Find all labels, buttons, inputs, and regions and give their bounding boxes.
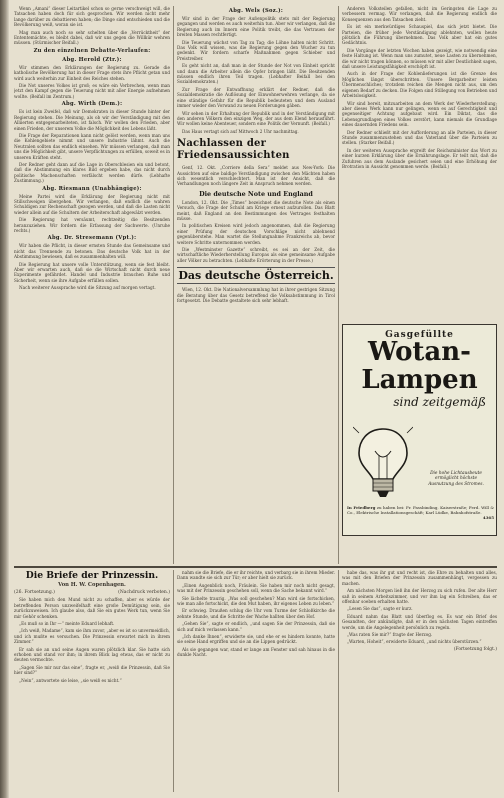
feuilleton-divider	[14, 566, 497, 568]
feuilleton-section	[14, 570, 497, 792]
paragraph: „Was raten Sie mir?“ fragte der Herzog.	[347, 632, 433, 638]
feuilleton-byline: Von H. W. Copenhagen.	[58, 582, 126, 588]
headline-peace-prospects: Nachlassen der Friedensaussichten	[177, 138, 290, 162]
paragraph: Der Redner schließt mit der Aufforderung an alle Parteien, in dieser Stunde zusammenzustehen und das Vaterland über die Parteien zu stellen. (Starker Beifall.)	[342, 129, 497, 146]
paragraph: In der weiteren Aussprache ergreift der Reichsminister das Wort zu einer kurzen Erklärung über die Ernährungslage. Er teilt mit, daß die Zufuhren aus dem Auslande gesichert seien und eine Erhöhung der Brotration in Aussicht genommen werde. (Beifall.)	[342, 147, 497, 169]
paragraph: Wir sehen in der Erhaltung der Republik und in der Verständigung mit den anderen Völkern den einzigen Weg, der aus dem Elend herausführt. Wir wollen keine Abenteuer, sondern eine Politik der Vernunft. (Beifall.)	[177, 110, 335, 127]
speaker-heading: Abg. Dr. Stresemann (Vpt.):	[47, 235, 137, 242]
paragraph: Die Regierung hat unsere volle Unterstützung, wenn sie fest bleibt. Aber wir erwarten auch, daß sie die Wirtschaft nicht durch neue Experimente gefährdet. Handel und Industrie brauchen Ruhe und Sicherheit, wenn sie ihre Aufgabe erfüllen sollen.	[14, 261, 170, 283]
paragraph: Er sah sie an und seine Augen waren plötzlich klar. Sie hatte sich erhoben und stand vor ihm; in ihrem Blick lag etwas, das er nicht zu deuten vermochte.	[14, 646, 170, 663]
paragraph: Die Vorgänge der letzten Wochen haben gezeigt, wie notwendig eine feste Haltung ist. Wenn man uns zumutet, neue Lasten zu übernehmen, die wir nicht tragen können, so müssen wir mit aller Deutlichkeit sagen, daß unsere Leistungsfähigkeit erschöpft ist.	[342, 47, 497, 70]
paragraph: Er schwieg. Draußen schlug die Uhr vom Turme der Schloßkirche die zehnte Stunde, und die Schritte der Wache hallten über den Hof.	[177, 608, 335, 619]
ad-footer-label: In Friedberg	[347, 505, 376, 510]
paragraph: Zur Frage der Entwaffnung erklärt der Redner, daß die Sozialdemokratie die Auflösung der Einwohnerwehren verlange, da sie eine ständige Gefahr für die Republik bedeuteten und dem Ausland immer wieder den Vorwand zu neuen Forderungen gäben.	[177, 86, 335, 109]
paragraph: Wien, 12. Okt. Die Nationalversammlung hat in ihrer gestrigen Sitzung die Beratung über das Gesetz betreffend die Volksabstimmung in Tirol fortgesetzt. Die Debatte gestaltete sich sehr lebhaft.	[177, 287, 335, 304]
page-binding-shadow	[0, 0, 9, 798]
paragraph: Nach weiterer Aussprache wird die Sitzung auf morgen vertagt.	[19, 285, 156, 291]
headline-austria: Das deutsche Österreich.	[178, 269, 334, 283]
paragraph: Wir sind in der Frage der Außenpolitik stets mit der Regierung gegangen und werden es auch weiterhin tun. Aber wir verlangen, daß die Regierung auch im Innern eine Politik treibt, die das Vertrauen der breiten Massen rechtfertigt.	[177, 16, 335, 38]
paragraph: Der Redner geht dann auf die Lage in Oberschlesien ein und betont, daß die Abstimmung ein klares Bild ergeben habe, das nicht durch politische Machenschaften verfälscht werden dürfe. (Lebhafte Zustimmung.)	[14, 161, 170, 184]
ad-line-wotan: Wotan-	[368, 337, 471, 368]
paragraph: „Lesen Sie das“, sagte er kurz.	[347, 606, 413, 612]
paragraph: Wenn „Amani“ dieser Leitartikel schon so gerne verschweigt will, die Tatsachen haben doch für sich gesprochen. Wir werden nicht mehr lange darüber zu debattieren haben; die Dinge sind entschieden und die Bevölkerung weiß, woran sie ist.	[14, 6, 170, 28]
column-3-text	[342, 6, 497, 320]
column-2	[177, 6, 335, 564]
paragraph: London, 12. Okt. Die „Times“ bezeichnet die deutsche Note als einen Versuch, die Frage der Schuld am Kriege erneut aufzurollen. Das Blatt meint, daß England an den Bestimmungen des Vertrages festhalten müsse.	[177, 199, 335, 221]
paragraph: „Nein“, antwortete sie leise, „sie weiß es nicht.“	[19, 677, 122, 683]
ad-retailers	[343, 503, 497, 522]
ad-number: 4365	[482, 515, 494, 520]
paragraph: Die Teuerung wächst von Tag zu Tag; die Löhne halten nicht Schritt. Das Volk will wissen, was die Regierung gegen den Wucher zu tun gedenkt. Wir fordern scharfe Maßnahmen gegen Schieber und Preistreiber.	[177, 39, 335, 61]
paragraph: Anderen Volksteilen gefallen, nicht im Geringsten die Lage zu verbessern vermag. Wir verlangen, daß die Regierung endlich die Konsequenzen aus den Tatsachen zieht.	[342, 6, 497, 22]
paragraph: „Gehen Sie“, sagte er endlich, „und sagen Sie der Prinzessin, daß sie sich auf mich verlassen kann.“	[177, 621, 335, 632]
paragraph: Es ist kein Zweifel, daß wir Demokraten in dieser Stunde hinter der Regierung stehen. Die Meinung, als ob wir der Verständigung mit den Alliierten entgegenarbeiteten, ist falsch. Wir wollen den Frieden, aber einen Frieden, der unserem Volke die Möglichkeit des Lebens läßt.	[14, 109, 170, 131]
paragraph: „Einen Augenblick noch, Fräulein. Sie haben mir noch nicht gesagt, was mit der Prinzessin geschehen soll, wenn die Sache bekannt wird.“	[177, 582, 335, 594]
lightbulb-icon	[353, 425, 413, 501]
paragraph: „Es muß so in Ihr —“ meinte Eduard lebhaft.	[19, 621, 115, 627]
column-1	[14, 6, 170, 564]
paragraph: Mag man auch noch so sehr schelten über die „Verrücktheit“ der Ententemächte, es bleibt dabei, daß wir uns gegen die Willkür wehren müssen. (Stürmischer Beifall.)	[14, 29, 170, 46]
wotan-lampen-advertisement	[342, 324, 497, 536]
feuilleton-title: Die Briefe der Prinzessin.	[25, 570, 159, 581]
section-title: Zu den einzelnen Debatte-Verlaufen:	[33, 47, 151, 54]
paragraph: Die Regierung hat versäumt, rechtzeitig die Besitzenden heranzuziehen. Wir fordern die Erfassung der Sachwerte. (Unruhe rechts.)	[14, 217, 170, 233]
reprint-notice: (Nachdruck verboten.)	[118, 590, 170, 595]
ad-footer-text: zu haben bei: Fr. Fassbinding, Kaiserstraße; Ferd. Will & Co., Elektrische Installationsgeschäft; Karl Lüdke, Bahnhofstraße.	[347, 505, 494, 515]
paragraph: nahm sie die Briefe, die er ihr reichte, und verbarg sie in ihrem Mieder. Dann wandte sie sich zur Tür; er aber hielt sie zurück.	[177, 570, 335, 581]
column-rule	[338, 6, 339, 564]
ad-script-line: sind zeitgemäß	[393, 395, 486, 410]
column-3	[342, 6, 497, 564]
top-section	[14, 6, 497, 564]
column-rule	[173, 6, 174, 564]
paragraph: „Ich danke Ihnen“, erwiderte sie, und ehe er es hindern konnte, hatte sie seine Hand ergriffen und sie an die Lippen gedrückt.	[177, 634, 335, 645]
paragraph: Es ist ein merkwürdiges Schauspiel, das sich jetzt bietet. Die Parteien, die früher jede Verständigung ablehnten, wollen heute plötzlich die Führung übernehmen. Das Volk aber hat ein gutes Gedächtnis.	[342, 24, 497, 46]
paragraph: Als sie gegangen war, stand er lange am Fenster und sah hinaus in die dunkle Nacht.	[177, 646, 335, 658]
paragraph: Die Frage der Reparationen kann nicht gelöst werden, wenn man uns die Kohlengebiete nimmt und unsere Industrie lähmt. Auch die Neutralen sollten das endlich einsehen. Wir müssen verlangen, daß man uns die Möglichkeit gibt, unsere Verpflichtungen zu erfüllen, soweit es in unseren Kräften steht.	[14, 132, 170, 160]
paragraph: habe das, was ihr gut und recht ist, die Ehre zu behalten und alles, was mit den Briefen der Prinzessin zusammenhängt, vergessen zu machen.	[342, 570, 497, 586]
ad-line-lampen: Lampen	[361, 365, 478, 396]
paragraph: „Sagen Sie mir nur das eine“, fragte er, „weiß die Prinzessin, daß Sie hier sind?“	[14, 664, 170, 676]
column-rule	[338, 570, 339, 792]
speaker-heading: Abg. Riesmann (Unabhängige):	[42, 185, 142, 192]
paragraph: Eduard nahm das Blatt und überflog es. Es war ein Brief des Gesandten, der ankündigte, daß er in den nächsten Tagen eintreffen werde, um die Angelegenheit persönlich zu regeln.	[342, 613, 497, 630]
feuilleton-column-2	[177, 570, 335, 792]
speaker-heading: Abg. Herold (Ztr.):	[62, 56, 122, 63]
paragraph: Sie haben mich den Mund nicht zu schaffen, aber es würde der betreffenden Person unzweifelhaft eine große Demütigung sein, sie zurückzuweisen. Ich glaube also, daß Sie ein gutes Werk tun, wenn Sie mir Gehör schenken.	[14, 597, 170, 619]
speaker-heading: Abg. Wirth (Dem.):	[61, 101, 123, 108]
installment-label: (26. Fortsetzung.)	[14, 590, 55, 595]
paragraph: Wir haben die Pflicht, in dieser ernsten Stunde das Gemeinsame und nicht das Trennende zu betonen. Das deutsche Volk hat in der Abstimmung bewiesen, daß es zusammenhalten will.	[14, 243, 170, 260]
paragraph: Genf, 12. Okt. „Corriere della Sera“ meldet aus New-York: Die Aussichten auf eine baldige Verständigung zwischen den Mächten haben sich wesentlich verschlechtert. Man ist der Ansicht, daß die Verhandlungen noch längere Zeit in Anspruch nehmen werden.	[177, 165, 335, 187]
paragraph: Sie lächelte traurig. „Was soll geschehen? Man wird sie fortschicken, wie man alle fortschickt, die den Mut haben, ihr eigenes Leben zu leben.“	[177, 595, 335, 607]
speaker-heading: Abg. Wels (Soz.):	[228, 8, 284, 14]
column-rule	[173, 570, 174, 792]
paragraph: Am nächsten Morgen ließ ihn der Herzog zu sich rufen. Der alte Herr saß in seinem Arbeitszimmer, und vor ihm lag ein Schreiben, das er offenbar soeben erhalten hatte.	[342, 588, 497, 605]
paragraph: Die „Westminster Gazette“ schreibt, es sei an der Zeit, die wirtschaftliche Wiederherstellung Europas als eine gemeinsame Aufgabe aller Völker zu betrachten. (Lebhafte Erörterung in der Presse.)	[177, 247, 335, 263]
paragraph: „Warten, Hoheit“, erwiderte Eduard, „und nichts überstürzen.“	[347, 639, 482, 645]
paragraph: Die Not unseres Volkes ist groß; es wäre ein Verbrechen, wenn man jetzt den Kampf gegen die Teuerung nicht mit aller Energie aufnehmen wollte. (Beifall im Zentrum.)	[14, 83, 170, 99]
paragraph: Auch in der Frage der Kohlenlieferungen ist die Grenze des Möglichen längst überschritten. Unsere Bergarbeiter leisten Übermenschliches; trotzdem reichen die Mengen nicht aus, um den eigenen Bedarf zu decken. Die Folgen sind Stillegung von Betrieben und Arbeitslosigkeit.	[342, 71, 497, 99]
paragraph: Meine Partei wird die Erklärung der Regierung nicht mit Stillschweigen übergehen. Wir verlangen, daß endlich die wahren Schuldigen zur Rechenschaft gezogen werden, und daß die Lasten nicht wieder allein auf die Schultern der Arbeiterschaft abgewälzt werden.	[14, 193, 170, 215]
feuilleton-header-row	[14, 590, 170, 595]
paragraph: In politischen Kreisen wird jedoch angenommen, daß die Regierung einer Prüfung der deutschen Vorschläge nicht ablehnend gegenüberstehe. Man wartet die Stellungnahme Frankreichs ab, bevor weitere Schritte unternommen werden.	[177, 223, 335, 245]
subheading-note-england: Die deutsche Note und England	[199, 189, 313, 198]
continuation-note: (Fortsetzung folgt.)	[453, 646, 497, 652]
paragraph: Wir sind bereit, mitzuarbeiten an dem Werk der Wiederherstellung; aber dieses Werk kann nur gelingen, wenn es auf Gerechtigkeit und gegenseitiger Achtung aufgebaut wird. Ein Diktat, das die Lebensgrundlagen eines Volkes zerstört, kann niemals die Grundlage eines dauernden Friedens sein.	[342, 100, 497, 128]
paragraph: „Ich weiß, Madame“, kam sie ihm zuvor, „aber es ist so unvermeidlich, und ich mußte es versuchen. Die Prinzessin erwartet mich in ihrem Zimmer.“	[14, 628, 170, 645]
feuilleton-column-3	[342, 570, 497, 792]
feuilleton-column-1	[14, 570, 170, 792]
paragraph: Es geht nicht an, daß man in der Stunde der Not von Einheit spricht und dann die Arbeiter allein die Opfer bringen läßt. Die Besitzenden müssen endlich ihren Teil tragen. (Lebhafter Beifall bei den Sozialdemokraten.)	[177, 63, 335, 85]
paragraph: Das Haus vertagt sich auf Mittwoch 2 Uhr nachmittag.	[182, 128, 299, 134]
ad-line-gasgefuellte: Gasgefüllte	[385, 330, 454, 340]
paragraph: Wir stimmen den Erklärungen der Regierung zu. Gerade die katholische Bevölkerung hat in dieser Frage stets ihre Pflicht getan und wird auch weiterhin zur Einheit des Reiches stehen.	[14, 64, 170, 81]
ad-tagline: Die hohe Lichtausbeute ermöglicht höchste Ausnutzung des Stromes.	[428, 471, 484, 487]
